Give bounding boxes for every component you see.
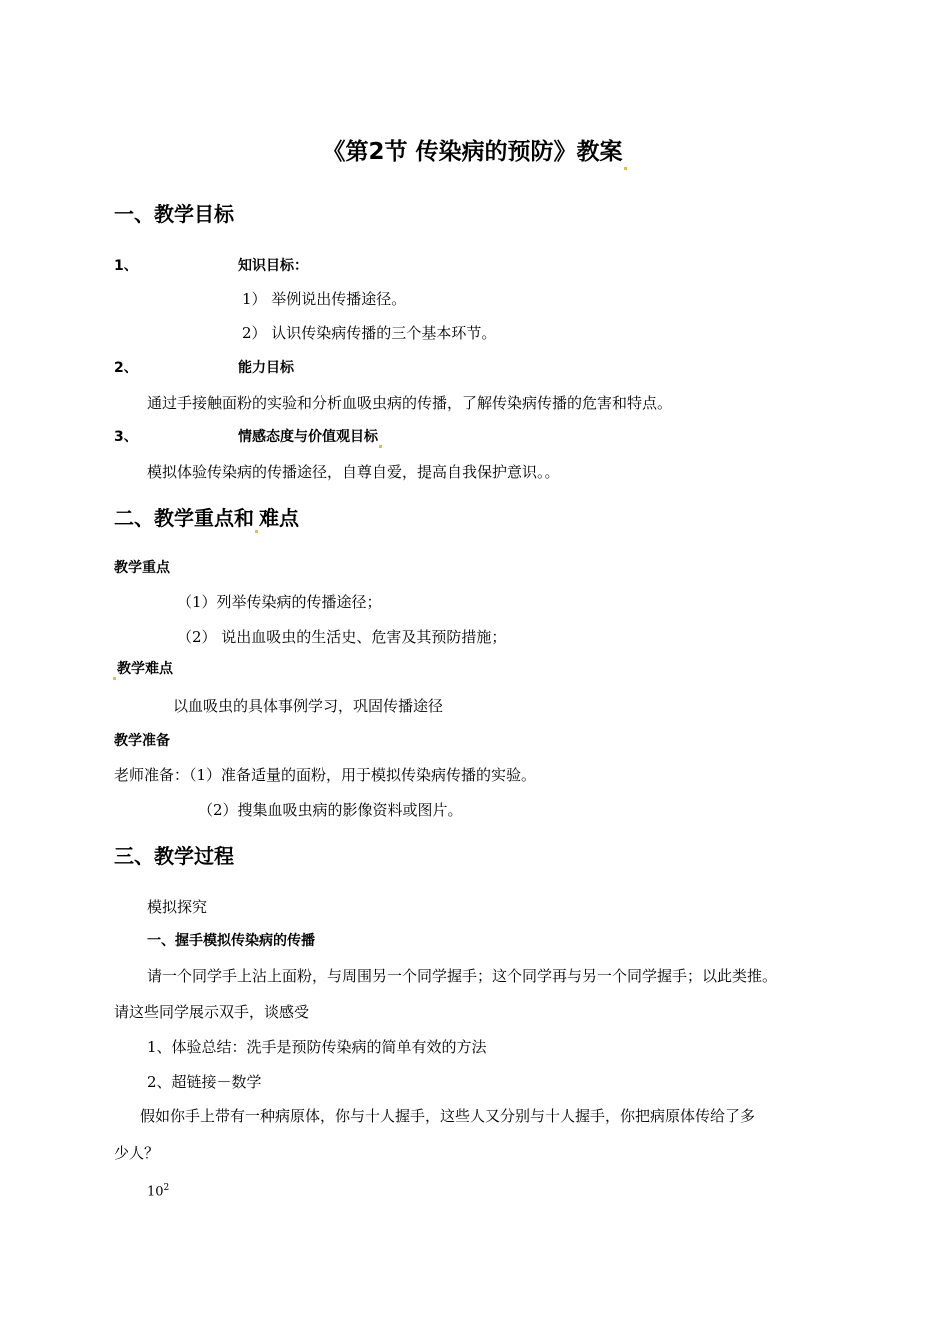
section-heading-objectives: 一、教学目标 [114,202,234,226]
page-title: 《第2节 传染病的预防》教案 [0,134,950,170]
activity-text-line-1: 请一个同学手上沾上面粉，与周围另一个同学握手；这个同学再与另一个同学握手；以此类推。 [147,967,778,985]
difficulty-text: 以血吸虫的具体事例学习，巩固传播途径 [173,697,444,715]
edit-mark [379,445,382,448]
question-line-2: 少人？ [114,1144,160,1162]
power-formula: $10^2$ [147,1183,170,1200]
knowledge-goal-title: 知识目标： [238,258,308,274]
edit-mark [624,167,627,170]
attitude-goal-text: 模拟体验传染病的传播途径，自尊自爱，提高自我保护意识。。 [147,463,560,481]
prep-item-2: （2）搜集血吸虫病的影像资料或图片。 [198,801,463,819]
item-number-3: 3、 [114,429,138,445]
difficulty-label: 教学难点 [112,658,173,680]
prep-item-1: 老师准备：（1）准备适量的面粉，用于模拟传染病传播的实验。 [114,766,537,784]
prep-label: 教学准备 [114,733,170,749]
knowledge-goal-2: 2） 认识传染病传播的三个基本环节。 [242,324,497,342]
attitude-goal-title: 情感态度与价值观目标 [238,426,383,448]
focus-label: 教学重点 [114,560,170,576]
item-number-1: 1、 [114,258,138,274]
process-intro: 模拟探究 [147,898,208,916]
math-link-point: 2、超链接－数学 [147,1073,262,1091]
activity-title: 一、握手模拟传染病的传播 [147,933,315,949]
item-number-2: 2、 [114,360,138,376]
summary-point: 1、体验总结：洗手是预防传染病的简单有效的方法 [147,1038,487,1056]
section-heading-process: 三、教学过程 [114,844,234,868]
activity-text-line-2: 请这些同学展示双手，谈感受 [114,1003,310,1021]
question-line-1: 假如你手上带有一种病原体，你与十人握手，这些人又分别与十人握手，你把病原体传给了多 [140,1107,756,1125]
section-heading-focus: 二、教学重点和 难点 [114,503,299,533]
knowledge-goal-1: 1） 举例说出传播途径。 [242,290,407,308]
focus-item-2: （2） 说出血吸虫的生活史、危害及其预防措施； [177,628,507,646]
ability-goal-title: 能力目标 [238,360,294,376]
focus-item-1: （1）列举传染病的传播途径； [177,593,382,611]
edit-mark [113,677,116,680]
ability-goal-text: 通过手接触面粉的实验和分析血吸虫病的传播，了解传染病传播的危害和特点。 [147,394,673,412]
edit-mark [255,530,258,533]
